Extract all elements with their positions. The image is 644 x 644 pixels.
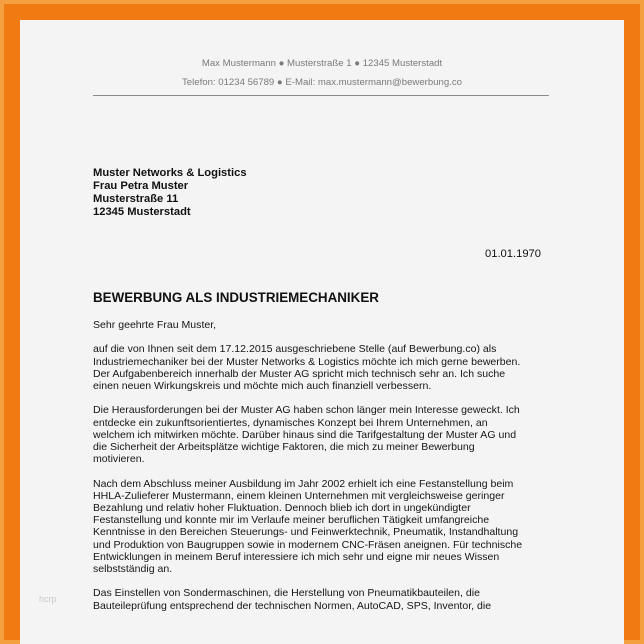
letter-body bbox=[93, 319, 555, 624]
recipient-name: Frau Petra Muster bbox=[93, 180, 189, 192]
paragraph-line: Bezahlung und relativ hoher Fluktuation. Dennoch blieb ich dort in ungekündigter bbox=[93, 502, 471, 514]
recipient-city: 12345 Musterstadt bbox=[93, 206, 191, 218]
sender-contact-line: Telefon: 01234 56789 ● E-Mail: max.mustermann@bewerbung.co bbox=[181, 77, 463, 88]
paragraph-line: Industriemechaniker bei der Muster Networks & Logistics möchte ich mich gerne bewerben. bbox=[93, 355, 521, 368]
letter-page bbox=[20, 20, 624, 644]
paragraph-line: entdecke ein zukunftsorientiertes, dynamisches Konzept bei Ihrem Unternehmen, an bbox=[93, 416, 488, 429]
paragraph-line: Bauteileprüfung entsprechend der technischen Normen, AutoCAD, SPS, Inventor, die bbox=[93, 599, 492, 612]
paragraph-line: HHLA-Zulieferer Mustermann, einem kleinen Unternehmen mit vergleichsweise geringer bbox=[93, 489, 505, 502]
paragraph-line: welchem ich mitwirken möchte. Darüber hinaus sind die Tarifgestaltung der Muster AG und bbox=[93, 428, 517, 441]
recipient-address bbox=[93, 167, 247, 219]
sender-address-line: Max Mustermann ● Musterstraße 1 ● 12345 Musterstadt bbox=[201, 58, 443, 69]
paragraph-line: selbstständig an. bbox=[93, 563, 173, 576]
body-paragraph bbox=[93, 587, 555, 611]
paragraph-line: Der Aufgabenbereich innerhalb der Muster AG spricht mich technisch sehr an. Ich suche bbox=[93, 367, 506, 380]
paragraph-line: auf die von Ihnen seit dem 17.12.2015 ausgeschriebene Stelle (auf Bewerbung.co) als bbox=[93, 343, 497, 356]
letter-subject: BEWERBUNG ALS INDUSTRIEMECHANIKER bbox=[93, 290, 379, 305]
paragraph-line: Festanstellung und konnte mir im Verlaufe meiner beruflichen Tätigkeit umfangreiche bbox=[93, 514, 490, 527]
paragraph-line: Die Herausforderungen bei der Muster AG haben schon länger mein Interesse geweckt. Ich bbox=[93, 404, 520, 417]
recipient-street: Musterstraße 11 bbox=[93, 193, 179, 205]
paragraph-line: einen neuen Wirkungskreis und möchte mich auch finanziell verbessern. bbox=[93, 380, 432, 392]
paragraph-line: die Sicherheit der Arbeitsplätze wichtige Faktoren, die mich zu meiner Bewerbung bbox=[93, 441, 475, 453]
recipient-company: Muster Networks & Logistics bbox=[93, 167, 247, 179]
letter-date: 01.01.1970 bbox=[485, 248, 541, 260]
body-paragraph bbox=[93, 404, 555, 465]
paragraph-line: motivieren. bbox=[93, 453, 145, 466]
paragraph-line: Nach dem Abschluss meiner Ausbildung im Jahr 2002 erhielt ich eine Festanstellung beim bbox=[93, 477, 514, 490]
header-divider bbox=[93, 95, 549, 96]
paragraph-line: und Produktion von Baugruppen sowie in modernem CNC-Fräsen aneignen. Für technische bbox=[93, 538, 523, 551]
paragraph-line: Entwicklungen in meinem Beruf interessiere ich mich sehr und eigne mir neues Wissen bbox=[93, 550, 500, 563]
salutation: Sehr geehrte Frau Muster, bbox=[93, 319, 217, 331]
paragraph-line: Das Einstellen von Sondermaschinen, die Herstellung von Pneumatikbauteilen, die bbox=[93, 587, 480, 600]
watermark: hcrp bbox=[39, 594, 57, 604]
body-paragraph bbox=[93, 478, 555, 576]
body-paragraph bbox=[93, 343, 555, 392]
paragraph-line: Kenntnisse in den Bereichen Steuerungs- und Feinwerktechnik, Pneumatik, Instandhaltung bbox=[93, 526, 519, 539]
